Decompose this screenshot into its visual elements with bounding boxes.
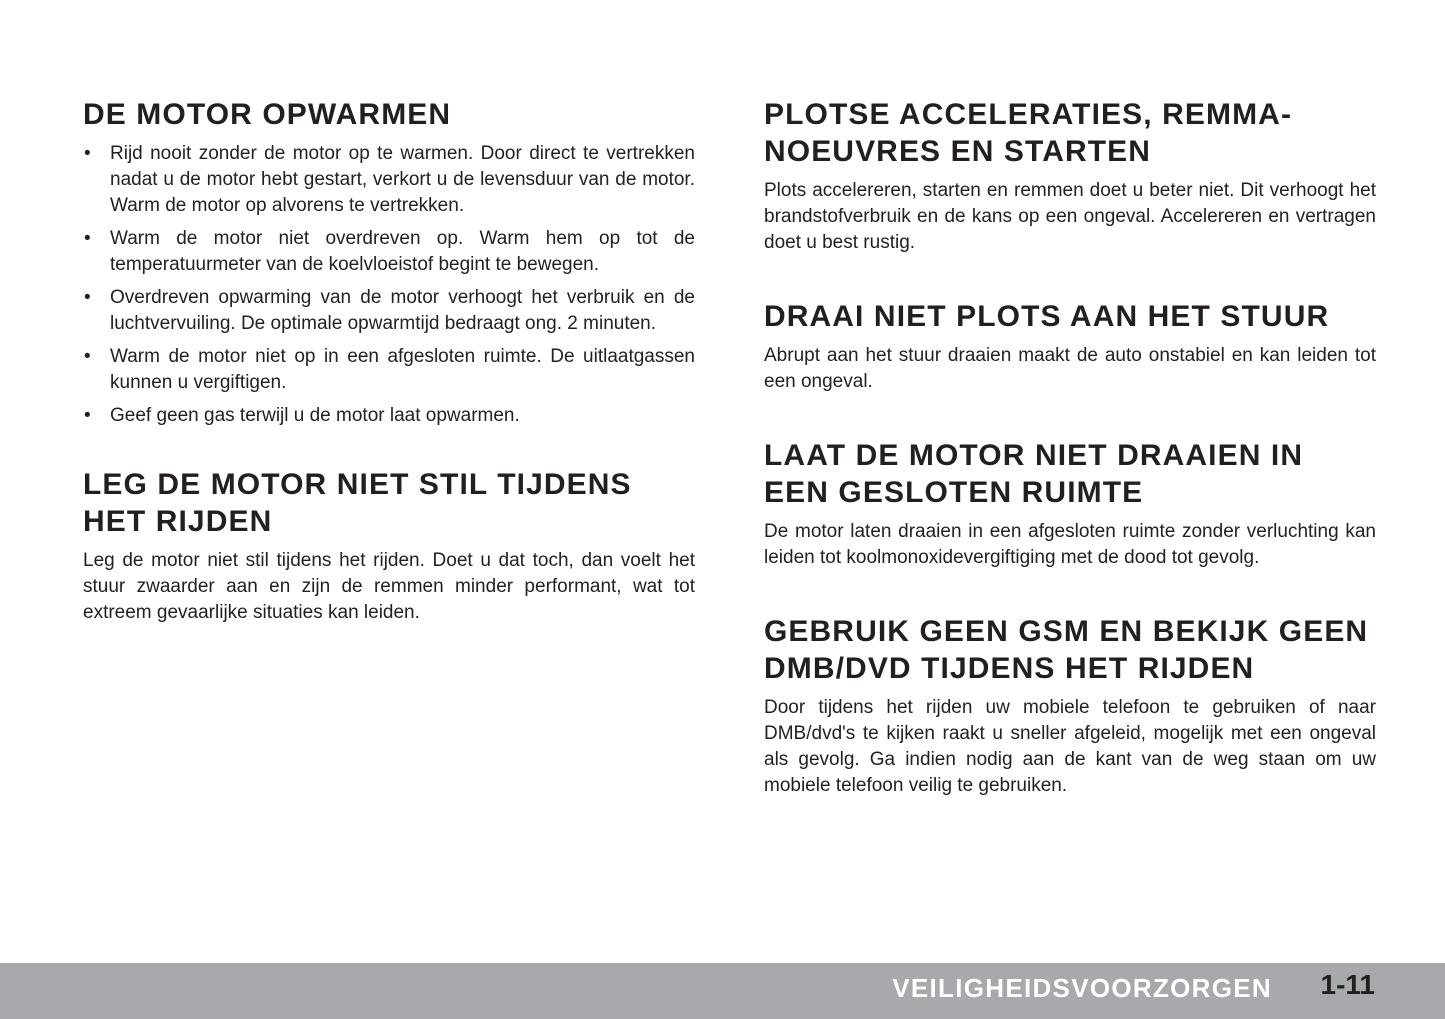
bullet-icon: • <box>84 346 91 367</box>
left-column <box>83 96 695 626</box>
section-body: Plots accelereren, starten en remmen doet u beter niet. Dit verhoogt het brandstofverbruik en de kans op een ongeval. Accelereren en vertragen doet u best rustig. <box>764 180 1376 253</box>
bullet-list <box>83 141 695 429</box>
list-item: • Warm de motor niet overdreven op. Warm hem op tot de temperatuurmeter van de koelvloeistof begint te bewegen. <box>84 228 695 275</box>
section-body: Door tijdens het rijden uw mobiele telefoon te gebruiken of naar DMB/dvd's te kijken raakt u sneller afgeleid, mogelijk met een ongeval als gevolg. Ga indien nodig aan de kant van de weg staan om uw mobiele telefoon veilig te gebruiken. <box>764 697 1376 796</box>
section-phone-dvd <box>764 613 1376 799</box>
section-steering <box>764 298 1376 395</box>
section-heading: DRAAI NIET PLOTS AAN HET STUUR <box>764 300 1330 333</box>
section-heading: LEG DE MOTOR NIET STIL TIJDENS HET RIJDEN <box>83 468 632 538</box>
section-sudden-acceleration <box>764 96 1376 256</box>
chapter-title: VEILIGHEIDSVOORZORGEN <box>892 973 1272 1003</box>
bullet-icon: • <box>84 228 91 249</box>
section-body: Abrupt aan het stuur draaien maakt de auto onstabiel en kan leiden tot een ongeval. <box>764 345 1376 392</box>
section-heading: LAAT DE MOTOR NIET DRAAIEN IN EEN GESLOTEN RUIMTE <box>764 439 1304 509</box>
section-heading: DE MOTOR OPWARMEN <box>83 98 452 131</box>
section-enclosed-space <box>764 437 1376 571</box>
bullet-icon: • <box>84 287 91 308</box>
section-body: De motor laten draaien in een afgesloten ruimte zonder verluchting kan leiden tot koolmonoxidevergiftiging met de dood tot gevolg. <box>764 521 1376 568</box>
page-number: 1-11 <box>1320 969 1375 1000</box>
list-item: • Warm de motor niet op in een afgesloten ruimte. De uitlaatgassen kunnen u vergiftigen. <box>84 346 695 393</box>
section-heading: PLOTSE ACCELERATIES, REMMA- NOEUVRES EN STARTEN <box>764 98 1293 168</box>
section-body: Leg de motor niet stil tijdens het rijden. Doet u dat toch, dan voelt het stuur zwaarder aan en zijn de remmen minder performant, wat tot extreem gevaarlijke situaties kan leiden. <box>83 550 695 623</box>
footer-bar <box>0 963 1445 1019</box>
list-item: • Rijd nooit zonder de motor op te warmen. Door direct te vertrekken nadat u de motor hebt gestart, verkort u de levensduur van de motor. Warm de motor op alvorens te vertrekken. <box>84 143 695 216</box>
section-do-not-stall-engine <box>83 466 695 626</box>
bullet-icon: • <box>84 405 91 426</box>
bullet-icon: • <box>84 143 91 164</box>
section-heading: GEBRUIK GEEN GSM EN BEKIJK GEEN DMB/DVD TIJDENS HET RIJDEN <box>764 615 1369 685</box>
list-item: • Overdreven opwarming van de motor verhoogt het verbruik en de luchtvervuiling. De optimale opwarmtijd bedraagt ong. 2 minuten. <box>84 287 695 334</box>
right-column <box>764 96 1376 799</box>
section-warm-up-engine <box>83 96 695 429</box>
list-item: • Geef geen gas terwijl u de motor laat opwarmen. <box>83 403 695 429</box>
